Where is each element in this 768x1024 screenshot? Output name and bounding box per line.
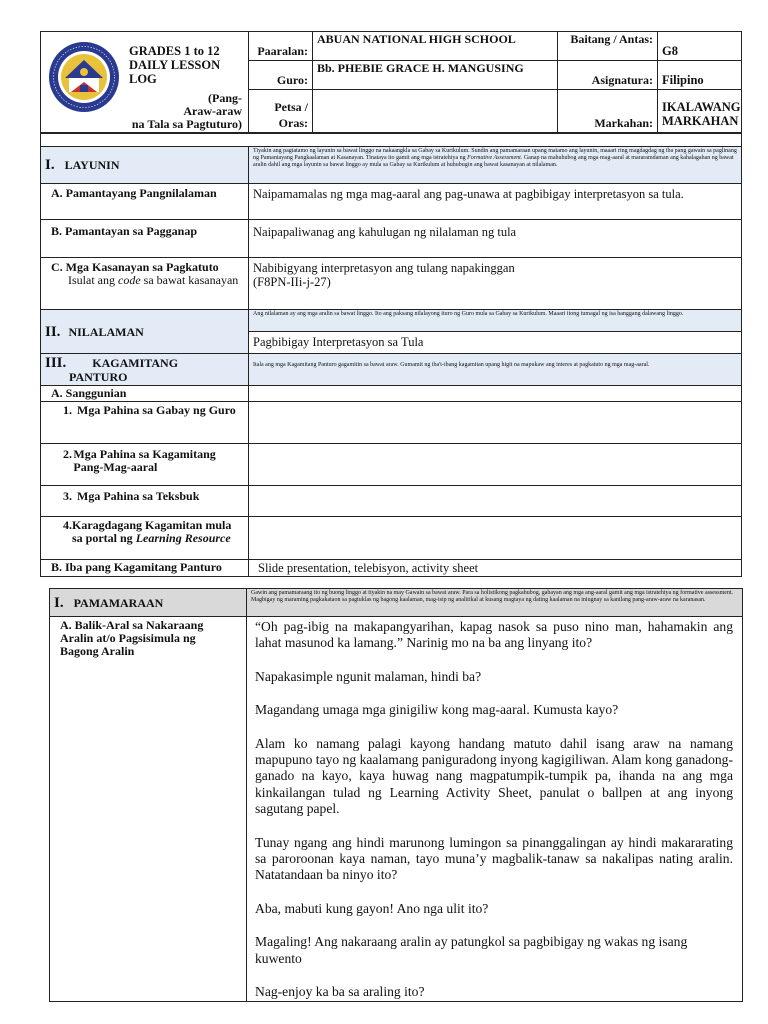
markahan-label: Markahan: <box>558 90 658 133</box>
header-subtitle: (Pang- Araw-araw na Tala sa Pagtuturo) <box>131 91 242 131</box>
pamantayan-pagganap-label: B. Pamantayan sa Pagganap <box>41 220 249 258</box>
paaralan-value: ABUAN NATIONAL HIGH SCHOOL <box>313 32 558 61</box>
lesson-paragraph: Nag-enjoy ka ba sa araling ito? <box>255 984 425 1000</box>
lesson-paragraph: Napakasimple ngunit malaman, hindi ba? <box>255 668 482 684</box>
karagdagang-kagamitan-value <box>249 517 742 560</box>
pamantayang-pangnilalaman-label: A. Pamantayang Pangnilalaman <box>41 184 249 220</box>
petsa-label: Petsa / Oras: <box>249 90 313 133</box>
markahan-value: IKALAWANG MARKAHAN <box>658 90 742 133</box>
layunin-note: Tiyakin ang pagtatamo ng layunin sa bawat linggo na nakaangkla sa Gabay sa Kurikulum. Sundin ang pamamaraan upang matamo ang layunin, maaari ring magdagdag ng iba pang gawain sa paglinang ng Pamantayang Pangkaalaman at Kasanayan. Tinataya ito gamit ang mga istratehiya ng Formative Assessment. Ganap na mahuhubog ang mga mag-aaral at mararamdaman ang kahalagahan ng bawat aralin dahil ang mga layunin sa bawat linggo ay mula sa Gabay sa Kurikulum at huhubugin ang bawat kasanayan at nilalaman. <box>249 147 742 184</box>
pamantayan-pagganap-value: Naipapaliwanag ang kahulugan ng nilalaman ng tula <box>249 220 742 258</box>
header-table <box>40 31 742 133</box>
spacer-row <box>41 134 742 147</box>
baitang-value: G8 <box>658 32 742 61</box>
pamamaraan-table <box>49 588 743 1002</box>
iba-pang-kagamitan-row <box>41 560 742 577</box>
kagamitang-mag-aaral-value <box>249 444 742 486</box>
nilalaman-heading: II. NILALAMAN <box>41 310 249 354</box>
lesson-paragraph: Magandang umaga mga ginigiliw kong mag-aaral. Kumusta kayo? <box>255 702 619 718</box>
balik-aral-content <box>247 617 743 1002</box>
iba-pang-kagamitan-value: Slide presentation, telebisyon, activity sheet <box>249 560 742 577</box>
petsa-value <box>313 90 558 133</box>
nilalaman-value: Pagbibigay Interpretasyon sa Tula <box>249 332 742 354</box>
balik-aral-row <box>50 617 743 1002</box>
karagdagang-kagamitan-label: 4. Karagdagang Kagamitan mula sa portal ng Learning Resource <box>41 517 249 560</box>
lesson-paragraph: Aba, mabuti kung gayon! Ano nga ulit ito? <box>255 900 489 916</box>
asignatura-value: Filipino <box>658 61 742 90</box>
teksbuk-label: 3. Mga Pahina sa Teksbuk <box>41 486 249 517</box>
nilalaman-note: Ang nilalaman ay ang mga aralin sa bawat linggo. Ito ang paksang nilalayong ituro ng Guro mula sa Gabay sa Kurikulum. Maaari itong tumagal ng isa hanggang dalawang linggo. <box>249 310 742 332</box>
karagdagang-kagamitan-row <box>41 517 742 560</box>
layunin-row <box>41 147 742 184</box>
kagamitan-heading: III. KAGAMITANG PANTURO <box>41 354 249 386</box>
balik-aral-label: A. Balik-Aral sa Nakaraang Aralin at/o Pagsisimula ng Bagong Aralin <box>50 617 247 1002</box>
guro-value: Bb. PHEBIE GRACE H. MANGUSING <box>313 61 558 90</box>
kasanayan-sublabel: Isulat ang code sa bawat kasanayan <box>68 273 239 287</box>
gabay-guro-value <box>249 402 742 444</box>
guro-label: Guro: <box>249 61 313 90</box>
kasanayan-label: C. Mga Kasanayan sa Pagkatuto Isulat ang code sa bawat kasanayan <box>41 258 249 310</box>
pamantayan-pagganap-row <box>41 220 742 258</box>
kagamitang-mag-aaral-row <box>41 444 742 486</box>
iba-pang-kagamitan-label: B. Iba pang Kagamitang Panturo <box>41 560 249 577</box>
sanggunian-row <box>41 386 742 402</box>
lesson-paragraph: Alam ko namang palagi kayong handang matuto dahil isang araw na namang mapupuno tayo ng kaalamang paniguradong inyong kagigiliwan. Alam kong ganadong-ganado na kayo, kaya huwag nang magpatumpik-tumpik pa, ihanda na ang mga kinkailangan tulad ng Learning Activity Sheet, panulat o ballpen at ang inyong sagutang papel. <box>255 735 733 817</box>
nilalaman-row <box>41 310 742 332</box>
sanggunian-label: A. Sanggunian <box>41 386 249 402</box>
gabay-guro-label: 1. Mga Pahina sa Gabay ng Guro <box>41 402 249 444</box>
header-logo-title-cell <box>41 32 249 133</box>
deped-seal-icon <box>47 40 121 114</box>
kasanayan-row <box>41 258 742 310</box>
pamantayang-pangnilalaman-row <box>41 184 742 220</box>
pamamaraan-heading: I. PAMAMARAAN <box>50 589 247 617</box>
gabay-guro-row <box>41 402 742 444</box>
pamantayang-pangnilalaman-value: Naipamamalas ng mga mag-aaral ang pag-unawa at pagbibigay interpretasyon sa tula. <box>249 184 742 220</box>
kasanayan-value: Nabibigyang interpretasyon ang tulang napakinggan (F8PN-IIi-j-27) <box>249 258 742 310</box>
header-title: GRADES 1 to 12 DAILY LESSON LOG <box>129 44 221 86</box>
kagamitang-mag-aaral-label: 2. Mga Pahina sa Kagamitang Pang-Mag-aaral <box>41 444 249 486</box>
baitang-label: Baitang / Antas: <box>558 32 658 61</box>
teksbuk-row <box>41 486 742 517</box>
paaralan-label: Paaralan: <box>249 32 313 61</box>
kagamitan-row <box>41 354 742 386</box>
sanggunian-value <box>249 386 742 402</box>
asignatura-label: Asignatura: <box>558 61 658 90</box>
lesson-paragraph: Magaling! Ang nakaraang aralin ay patungkol sa pagbibigay ng wakas ng isang kuwento <box>255 934 688 966</box>
layunin-heading: I. LAYUNIN <box>41 147 249 184</box>
lesson-paragraph: Tunay ngang ang hindi marunong lumingon sa pinanggalingan ay hindi makararating sa paroroonan kaya naman, tayo muna’y magbalik-tanaw sa nakalipas nating aralin. Natatandaan ba ninyo ito? <box>255 834 733 883</box>
lesson-paragraph: “Oh pag-ibig na makapangyarihan, kapag nasok sa puso nino man, hahamakin ang lahat masunod ka lamang.” Narinig mo na ba ang linyang ito? <box>255 619 733 651</box>
pamamaraan-row <box>50 589 743 617</box>
kagamitan-note: Itala ang mga Kagamitang Panturo gagamitin sa bawat araw. Gumamit ng iba't-ibang kagamitan upang higit na mapukaw ang interes at pagkatuto ng mga mag-aaral. <box>249 354 742 386</box>
teksbuk-value <box>249 486 742 517</box>
pamamaraan-note: Gawin ang pamamaraang ito ng buong linggo at tiyakin na may Gawain sa bawat araw. Para sa holistikong pagkahubog, gabayan ang mga ang-aaral gamit ang mga istratehiya ng formative assessment. Magbigay ng maraming pagkakataon sa pagtuklas ng bagong kaalaman, mag-isip ng analitikal at kusang magtaya ng dating kaalaman na iniugnay sa kanilang pang-araw-araw na karanasan. <box>247 589 743 617</box>
dll-main-table <box>40 133 742 577</box>
